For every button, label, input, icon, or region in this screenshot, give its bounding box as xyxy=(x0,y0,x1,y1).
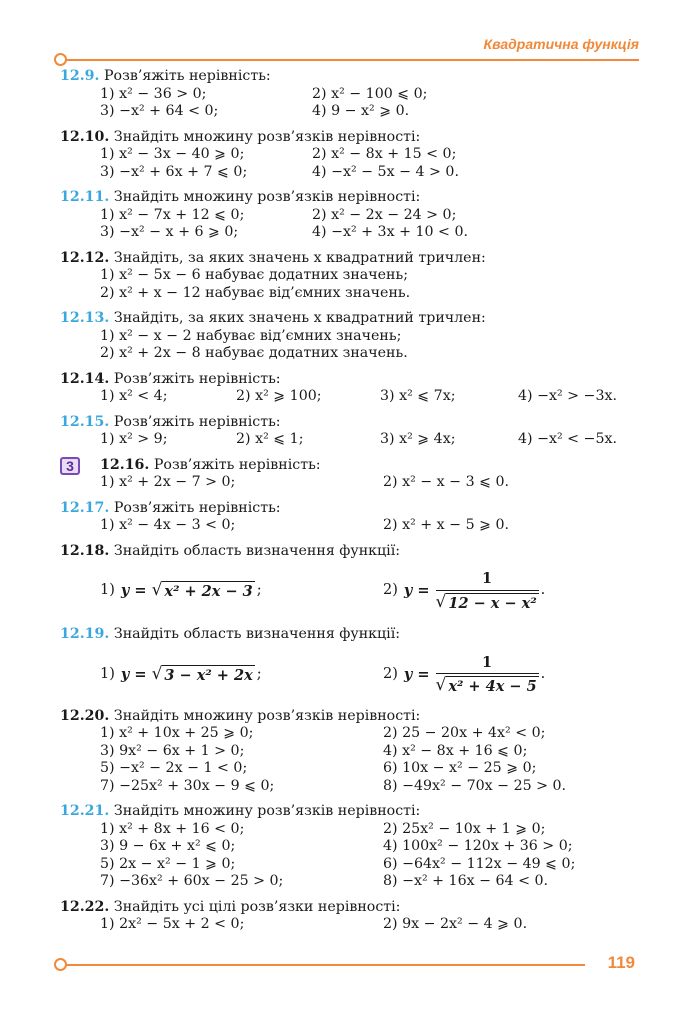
subproblem-item: 1) x² − 4x − 3 < 0; xyxy=(100,517,236,533)
answer-options xyxy=(60,207,640,242)
subproblem-item: 1) x² − x − 2 набуває від’ємних значень; xyxy=(100,327,402,344)
problem-number: 12.16. xyxy=(100,456,150,473)
footer-rule xyxy=(60,964,585,966)
problem-12-20 xyxy=(60,708,640,796)
running-header: Квадратична функція xyxy=(483,36,639,52)
subproblem-item: 1) x² > 9; xyxy=(100,431,168,447)
subproblem-item: 8) −x² + 16x − 64 < 0. xyxy=(383,873,549,889)
subproblem-item: 6) 10x − x² − 25 ⩾ 0; xyxy=(383,760,537,776)
problem-number: 12.15. xyxy=(60,413,110,430)
subproblem-item: 2) x² ⩽ 1; xyxy=(236,431,304,447)
problem-number: 12.9. xyxy=(60,68,100,84)
problem-12-13 xyxy=(60,310,640,363)
formula-12-19-1: 1) y = √ 3 − x² + 2x ; xyxy=(100,663,262,684)
problem-text: Розв’яжіть нерівність: xyxy=(109,370,281,387)
subproblem-item: 1) x² − 5x − 6 набуває додатних значень; xyxy=(100,267,408,283)
square-root: √ 12 − x − x² xyxy=(435,591,537,612)
problem-statement xyxy=(60,708,640,726)
subproblem-item: 7) −36x² + 60x − 25 > 0; xyxy=(100,873,284,889)
problem-number: 12.20. xyxy=(60,707,110,724)
subproblem-item: 1) x² + 8x + 16 < 0; xyxy=(100,820,245,837)
subproblem-item: 3) −x² − x + 6 ⩾ 0; xyxy=(100,224,239,240)
problem-text: Знайдіть область визначення функції: xyxy=(109,626,401,642)
subproblem-item: 3) 9x² − 6x + 1 > 0; xyxy=(100,742,245,759)
answer-options xyxy=(60,388,640,406)
answer-options xyxy=(60,267,640,302)
formula-12-19-2: 2) y = 1 √ x² + 4x − 5 . xyxy=(383,653,546,695)
problem-number: 12.22. xyxy=(60,898,110,915)
subproblem-item: 4) 9 − x² ⩾ 0. xyxy=(312,103,410,119)
problem-text: Знайдіть, за яких значень x квадратний тричлен: xyxy=(109,249,486,266)
subproblem-item: 4) x² − 8x + 16 ⩽ 0; xyxy=(383,742,528,759)
problem-text: Знайдіть усі цілі розв’язки нерівності: xyxy=(109,898,401,915)
subproblem-item: 1) x² − 3x − 40 ⩾ 0; xyxy=(100,146,245,162)
subproblem-item: 3) 9 − 6x + x² ⩽ 0; xyxy=(100,838,236,854)
problem-number: 12.18. xyxy=(60,542,110,559)
problem-number: 12.21. xyxy=(60,803,110,819)
subproblem-item: 4) 100x² − 120x + 36 > 0; xyxy=(383,838,573,854)
subproblem-item: 6) −64x² − 112x − 49 ⩽ 0; xyxy=(383,855,576,872)
answer-options xyxy=(60,821,640,891)
subproblem-item: 5) 2x − x² − 1 ⩾ 0; xyxy=(100,855,236,872)
problem-text: Знайдіть, за яких значень x квадратний тричлен: xyxy=(109,310,486,326)
formula-12-18-2: 2) y = 1 √ 12 − x − x² . xyxy=(383,570,546,612)
answer-options xyxy=(60,86,640,121)
answer-options xyxy=(60,517,640,535)
problem-text: Розв’яжіть нерівність: xyxy=(99,68,271,84)
subproblem-item: 1) x² + 2x − 7 > 0; xyxy=(100,474,236,490)
subproblem-item: 3) x² ⩽ 7x; xyxy=(380,388,456,404)
problem-statement xyxy=(60,414,640,432)
problem-12-14 xyxy=(60,371,640,406)
problem-text: Розв’яжіть нерівність: xyxy=(149,456,321,473)
page-number: 119 xyxy=(607,953,635,972)
fraction: 1 √ 12 − x − x² xyxy=(435,570,537,612)
square-root: √ x² + 4x − 5 xyxy=(435,675,537,695)
exercise-group-1 xyxy=(60,68,640,535)
problem-12-12 xyxy=(60,250,640,303)
problem-12-16 xyxy=(60,457,640,492)
answer-options xyxy=(60,725,640,795)
subproblem-item: 2) x² − 8x + 15 < 0; xyxy=(312,146,457,162)
exercise-group-2 xyxy=(60,708,640,934)
problem-text: Знайдіть множину розв’язків нерівності: xyxy=(109,803,421,819)
subproblem-item: 4) −x² > −3x. xyxy=(518,388,617,404)
exercise-list xyxy=(60,68,640,942)
problem-number: 12.17. xyxy=(60,499,110,516)
problem-12-11 xyxy=(60,189,640,242)
subproblem-item: 3) x² ⩾ 4x; xyxy=(380,431,456,447)
subproblem-item: 1) x² − 7x + 12 ⩽ 0; xyxy=(100,206,245,223)
subproblem-item: 1) x² < 4; xyxy=(100,388,168,404)
problem-number: 12.12. xyxy=(60,249,110,266)
problem-statement xyxy=(60,68,640,86)
subproblem-item: 2) x² − x − 3 ⩽ 0. xyxy=(383,474,510,490)
subproblem-item: 3) −x² + 6x + 7 ⩽ 0; xyxy=(100,163,248,180)
problem-12-22 xyxy=(60,899,640,934)
answer-options xyxy=(60,328,640,363)
problem-text: Знайдіть множину розв’язків нерівності: xyxy=(109,128,421,145)
problem-12-17 xyxy=(60,500,640,535)
header-rule-dot xyxy=(54,53,67,66)
square-root: √ 3 − x² + 2x xyxy=(151,663,253,684)
answer-options xyxy=(60,474,640,492)
problem-number: 12.19. xyxy=(60,626,110,642)
subproblem-item: 4) −x² < −5x. xyxy=(518,431,617,447)
subproblem-item: 5) −x² − 2x − 1 < 0; xyxy=(100,760,248,776)
subproblem-item: 2) 25x² − 10x + 1 ⩾ 0; xyxy=(383,820,546,837)
problem-number: 12.11. xyxy=(60,189,110,205)
problem-number: 12.14. xyxy=(60,370,110,387)
problem-12-21 xyxy=(60,803,640,891)
problem-12-15 xyxy=(60,414,640,449)
subproblem-item: 2) x² − 2x − 24 > 0; xyxy=(312,206,457,223)
problem-text: Знайдіть область визначення функції: xyxy=(109,542,401,559)
problem-statement xyxy=(60,457,640,475)
problem-text: Знайдіть множину розв’язків нерівності: xyxy=(109,707,421,724)
footer-rule-dot xyxy=(54,958,67,971)
subproblem-item: 2) x² + x − 12 набуває від’ємних значень. xyxy=(100,284,411,301)
problem-statement xyxy=(60,500,640,518)
subproblem-item: 7) −25x² + 30x − 9 ⩽ 0; xyxy=(100,777,275,794)
subproblem-item: 4) −x² + 3x + 10 < 0. xyxy=(312,224,468,240)
answer-options xyxy=(60,431,640,449)
problem-12-19 xyxy=(60,626,640,696)
fraction: 1 √ x² + 4x − 5 xyxy=(435,653,537,695)
subproblem-item: 4) −x² − 5x − 4 > 0. xyxy=(312,163,459,180)
problem-text: Розв’яжіть нерівність: xyxy=(109,499,281,516)
subproblem-item: 1) x² − 36 > 0; xyxy=(100,85,207,102)
problem-12-10 xyxy=(60,129,640,182)
subproblem-item: 1) 2x² − 5x + 2 < 0; xyxy=(100,916,245,932)
subproblem-item: 2) 9x − 2x² − 4 ⩾ 0. xyxy=(383,916,528,932)
problem-statement xyxy=(60,899,640,917)
subproblem-item: 2) x² + 2x − 8 набуває додатних значень. xyxy=(100,345,408,361)
subproblem-item: 3) −x² + 64 < 0; xyxy=(100,103,219,119)
problem-statement xyxy=(60,189,640,207)
subproblem-item: 2) x² − 100 ⩽ 0; xyxy=(312,85,428,102)
problem-text: Розв’яжіть нерівність: xyxy=(109,413,281,430)
subproblem-item: 1) x² + 10x + 25 ⩾ 0; xyxy=(100,725,254,741)
subproblem-item: 2) 25 − 20x + 4x² < 0; xyxy=(383,725,546,741)
header-rule xyxy=(60,59,639,61)
subproblem-item: 8) −49x² − 70x − 25 > 0. xyxy=(383,777,567,794)
square-root: √ x² + 2x − 3 xyxy=(151,580,253,601)
subproblem-item: 2) x² + x − 5 ⩾ 0. xyxy=(383,517,510,533)
problem-statement xyxy=(60,129,640,147)
problem-number: 12.13. xyxy=(60,310,110,326)
problem-12-18 xyxy=(60,543,640,613)
difficulty-level-badge: 3 xyxy=(60,457,80,475)
problem-statement xyxy=(60,803,640,821)
problem-text: Знайдіть множину розв’язків нерівності: xyxy=(109,189,421,205)
problem-statement xyxy=(60,543,640,561)
problem-statement xyxy=(60,310,640,328)
problem-statement xyxy=(60,626,640,644)
problem-12-9 xyxy=(60,68,640,121)
problem-number: 12.10. xyxy=(60,128,110,145)
answer-options xyxy=(60,146,640,181)
formula-12-18-1: 1) y = √ x² + 2x − 3 ; xyxy=(100,580,262,601)
subproblem-item: 2) x² ⩾ 100; xyxy=(236,388,322,404)
problem-statement xyxy=(60,371,640,389)
problem-statement xyxy=(60,250,640,268)
answer-options xyxy=(60,916,640,934)
